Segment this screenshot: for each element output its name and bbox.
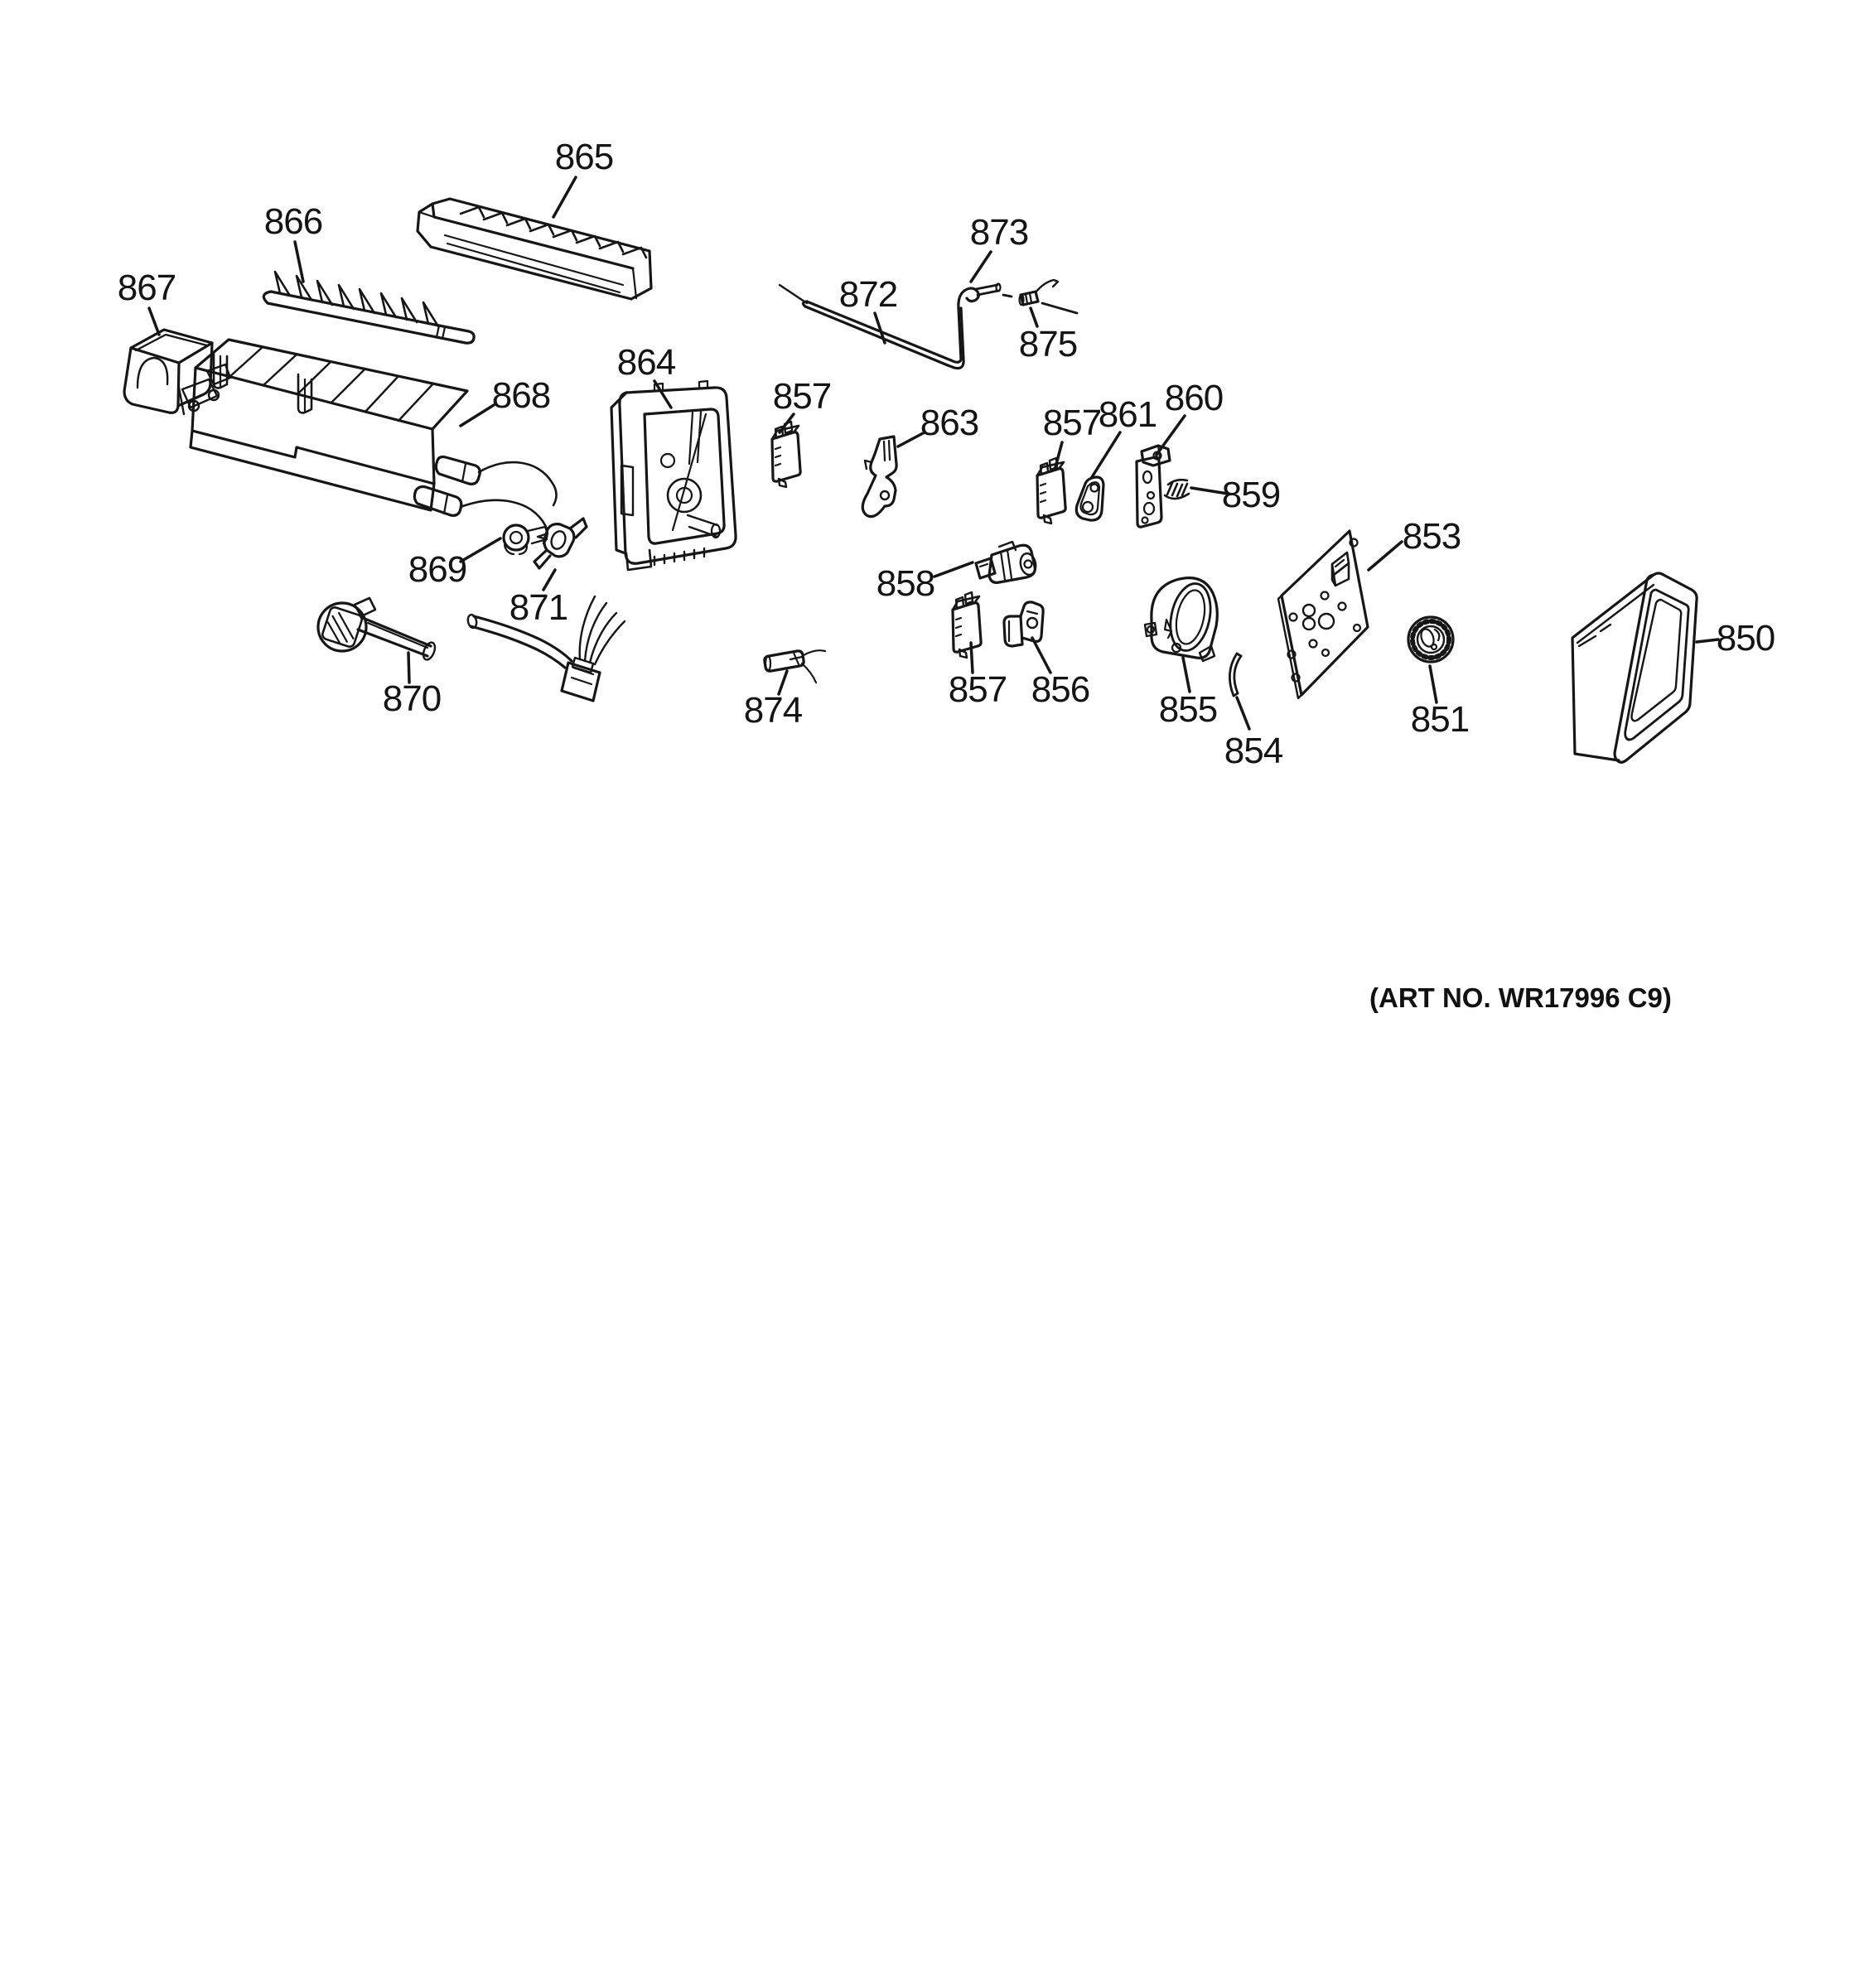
part-label-868: 868	[491, 375, 551, 416]
leader-lines	[149, 177, 1718, 729]
part-label-861: 861	[1098, 394, 1157, 435]
part-875-ferrule	[1003, 280, 1077, 313]
part-865-stripper	[418, 199, 651, 299]
part-label-855: 855	[1158, 689, 1218, 730]
part-label-865: 865	[554, 137, 614, 177]
part-label-874: 874	[743, 690, 803, 731]
part-863-lever	[862, 437, 896, 517]
part-850-cover	[1572, 573, 1697, 762]
part-label-867: 867	[117, 268, 176, 308]
part-label-869: 869	[408, 549, 467, 590]
part-label-875: 875	[1018, 324, 1078, 364]
part-864-housing	[611, 381, 736, 570]
part-857-switch-1	[772, 422, 800, 487]
part-869-plug	[504, 525, 548, 554]
part-874-pin	[765, 650, 825, 683]
part-853-mounting-plate	[1278, 531, 1368, 698]
part-871-wing-clip	[534, 519, 587, 568]
part-label-872: 872	[838, 274, 898, 315]
part-label-853: 853	[1402, 516, 1461, 557]
part-854-arc-spring	[1229, 654, 1241, 696]
part-label-854: 854	[1224, 731, 1283, 771]
part-860-bracket	[1137, 446, 1170, 527]
part-label-858: 858	[876, 563, 935, 604]
part-label-860: 860	[1164, 378, 1224, 418]
part-label-863: 863	[920, 403, 979, 443]
art-number-text: (ART NO. WR17996 C9)	[1369, 982, 1672, 1013]
part-label-859: 859	[1221, 475, 1281, 515]
part-label-857c: 857	[948, 669, 1007, 710]
part-855-motor-dome	[1145, 578, 1217, 661]
part-851-coupler	[1408, 617, 1453, 662]
part-label-856: 856	[1031, 669, 1090, 710]
part-label-850: 850	[1716, 618, 1775, 659]
part-861-link	[1076, 477, 1103, 520]
part-label-857b: 857	[1042, 403, 1102, 443]
part-858-thermostat	[976, 542, 1038, 582]
part-label-870: 870	[382, 678, 442, 719]
part-label-866: 866	[263, 201, 323, 242]
part-label-864: 864	[616, 342, 676, 383]
part-label-857a: 857	[772, 376, 832, 417]
part-label-871: 871	[509, 587, 568, 628]
part-866-rake	[263, 272, 474, 343]
part-870-fill-tube	[318, 598, 437, 661]
part-857-switch-2	[1037, 458, 1065, 524]
part-857-switch-3	[953, 592, 981, 658]
part-856-clamp	[1004, 602, 1043, 646]
part-868-mold-body	[191, 340, 557, 543]
part-label-851: 851	[1410, 699, 1470, 740]
part-label-873: 873	[969, 212, 1029, 253]
part-859-spring	[1165, 480, 1189, 499]
